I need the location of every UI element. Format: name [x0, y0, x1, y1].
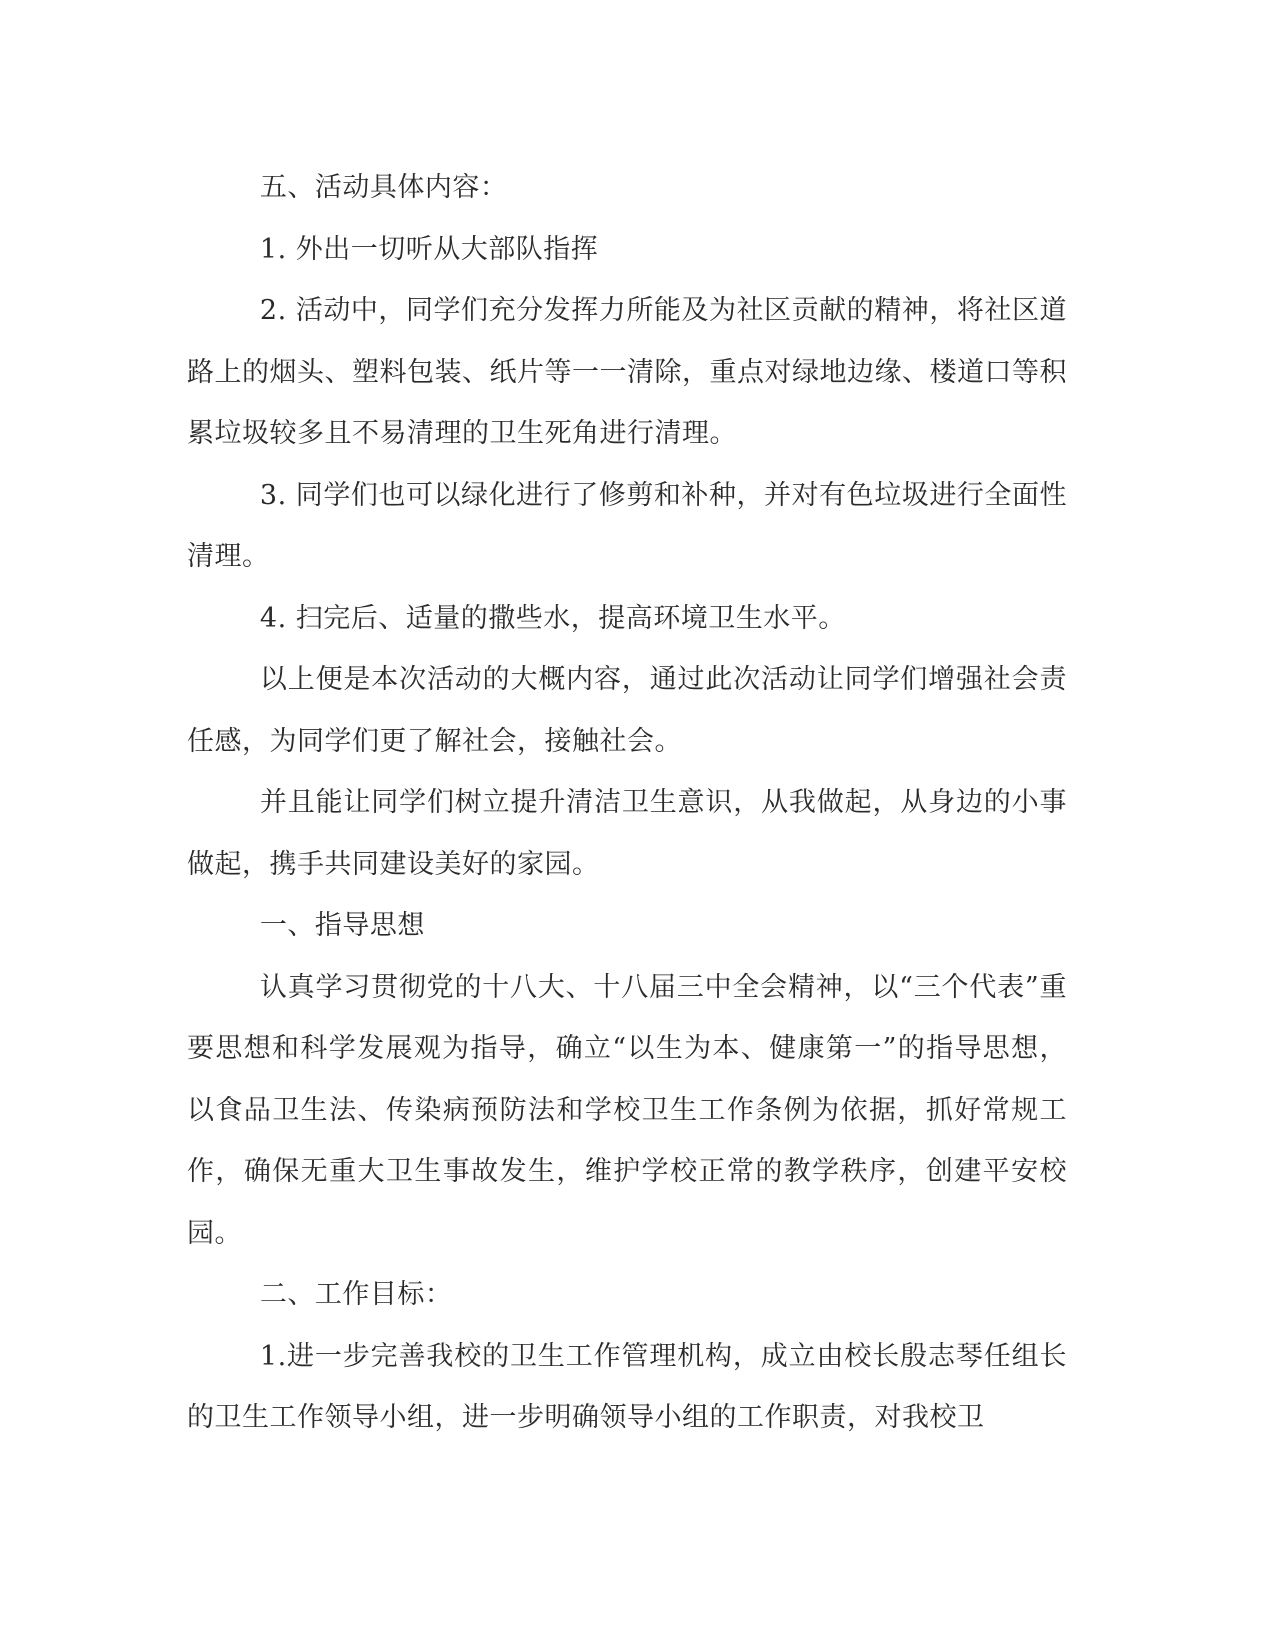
document-body	[187, 157, 1067, 1449]
heading-work-goals: 二、工作目标：	[259, 1279, 453, 1310]
work-goal-item-1: 1.进一步完善我校的卫生工作管理机构，成立由校长殷志琴任组长的卫生工作领导小组，进一步明确领导小组的工作职责，对我校卫	[187, 1340, 1067, 1433]
list-item-2: 2. 活动中，同学们充分发挥力所能及为社区贡献的精神，将社区道路上的烟头、塑料包装、纸片等一一清除，重点对绿地边缘、楼道口等积累垃圾较多且不易清理的卫生死角进行清理。	[187, 295, 1067, 449]
closing-paragraph: 并且能让同学们树立提升清洁卫生意识，从我做起，从身边的小事做起，携手共同建设美好的家园。	[187, 787, 1067, 880]
list-item-3: 3. 同学们也可以绿化进行了修剪和补种，并对有色垃圾进行全面性清理。	[187, 479, 1067, 572]
heading-activity-content: 五、活动具体内容：	[259, 172, 508, 203]
guiding-thought-paragraph: 认真学习贯彻党的十八大、十八届三中全会精神，以“三个代表”重要思想和科学发展观为指导，确立“以生为本、健康第一”的指导思想，以食品卫生法、传染病预防法和学校卫生工作条例为依据，抓好常规工作，确保无重大卫生事故发生，维护学校正常的教学秩序，创建平安校园。	[187, 971, 1067, 1249]
list-item-1: 1. 外出一切听从大部队指挥	[259, 233, 599, 265]
summary-paragraph: 以上便是本次活动的大概内容，通过此次活动让同学们增强社会责任感，为同学们更了解社会，接触社会。	[187, 664, 1067, 757]
heading-guiding-thought: 一、指导思想	[259, 910, 425, 941]
list-item-4: 4. 扫完后、适量的撒些水，提高环境卫生水平。	[259, 602, 846, 634]
